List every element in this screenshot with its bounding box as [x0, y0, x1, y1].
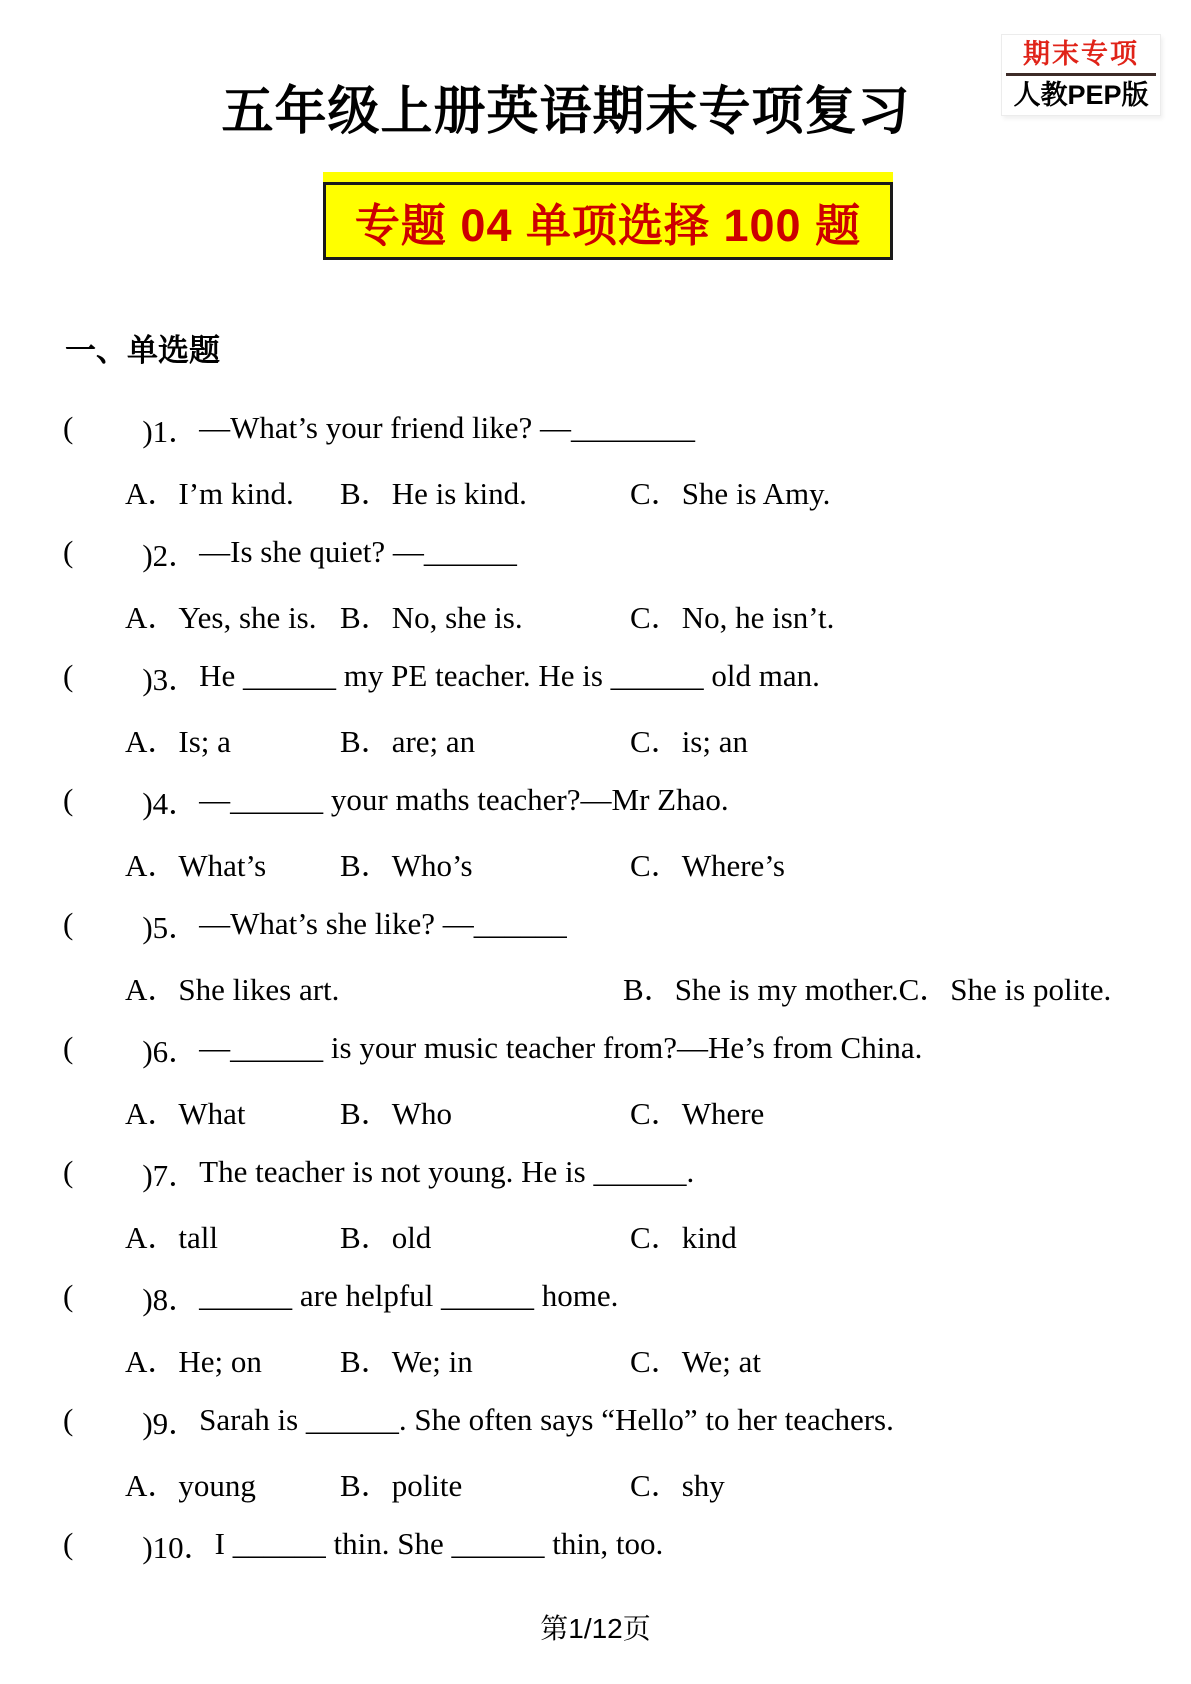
option-text: young — [178, 1467, 256, 1503]
option-label: C — [898, 971, 920, 1007]
option-a — [125, 1336, 340, 1381]
option-dot: ． — [147, 1095, 179, 1131]
option-b — [340, 468, 630, 513]
question-stem-line — [0, 521, 1191, 583]
option-text: Yes, she is. — [178, 599, 317, 635]
option-text: old — [391, 1219, 432, 1255]
page-footer: 第1/12页 — [540, 1613, 651, 1644]
option-label: A — [125, 1343, 148, 1379]
option-a — [125, 716, 340, 761]
option-text: We; at — [681, 1343, 761, 1379]
question-stem: —What’s she like? —______ — [199, 906, 567, 941]
option-label: A — [125, 475, 148, 511]
option-c — [899, 964, 1112, 1009]
answer-blank — [73, 924, 142, 925]
option-dot: ． — [643, 971, 675, 1007]
option-b — [340, 840, 630, 885]
answer-blank — [73, 1420, 142, 1421]
question-paren-open: ( — [63, 534, 74, 569]
option-text: kind — [681, 1219, 737, 1255]
option-label: A — [125, 1219, 148, 1255]
option-label: A — [125, 1095, 148, 1131]
answer-blank — [73, 1048, 142, 1049]
question-stem-line — [0, 397, 1191, 459]
question-stem: —Is she quiet? —______ — [199, 534, 517, 569]
options-row — [0, 1451, 1191, 1513]
section-heading: 一、单选题 — [65, 333, 220, 368]
question-paren-open: ( — [63, 658, 74, 693]
question-paren-open: ( — [63, 906, 74, 941]
answer-blank — [73, 1544, 142, 1545]
question-number: )9． — [142, 1405, 200, 1441]
option-text: I’m kind. — [178, 475, 294, 511]
option-c — [630, 840, 785, 885]
options-row — [0, 1079, 1191, 1141]
question-stem: —______ is your music teacher from?—He’s from China. — [199, 1030, 923, 1065]
option-dot: ． — [650, 1095, 682, 1131]
option-label: B — [340, 1219, 361, 1255]
option-c — [630, 1336, 761, 1381]
option-c — [630, 716, 748, 761]
option-text: We; in — [391, 1343, 473, 1379]
option-label: B — [340, 1095, 361, 1131]
question-paren-open: ( — [63, 1154, 74, 1189]
question-paren-open: ( — [63, 1402, 74, 1437]
question-paren-open: ( — [63, 1278, 74, 1313]
option-text: No, he isn’t. — [681, 599, 835, 635]
option-dot: ． — [147, 723, 179, 759]
subtitle-text: 专题 04 单项选择 100 题 — [323, 182, 893, 260]
option-label: A — [125, 971, 148, 1007]
option-text: What’s — [178, 847, 267, 883]
option-text: He; on — [178, 1343, 262, 1379]
badge-divider — [1006, 73, 1156, 76]
option-label: C — [630, 1095, 651, 1131]
option-label: C — [630, 599, 651, 635]
option-label: C — [630, 1343, 651, 1379]
question-number: )4． — [142, 785, 200, 821]
question-stem: —What’s your friend like? —________ — [199, 410, 696, 445]
question-number: )6． — [142, 1033, 200, 1069]
option-a — [125, 964, 623, 1009]
question-paren-open: ( — [63, 1526, 74, 1561]
option-text: Who — [391, 1095, 452, 1131]
question-stem: Sarah is ______. She often says “Hello” to her teachers. — [199, 1402, 894, 1437]
question-stem-line — [0, 1265, 1191, 1327]
option-dot: ． — [360, 475, 392, 511]
option-text: She is Amy. — [681, 475, 831, 511]
option-dot: ． — [650, 723, 682, 759]
option-c — [630, 1088, 764, 1133]
option-dot: ． — [360, 1343, 392, 1379]
option-label: B — [623, 971, 644, 1007]
option-dot: ． — [147, 971, 179, 1007]
option-dot: ． — [650, 1467, 682, 1503]
option-dot: ． — [919, 971, 951, 1007]
option-dot: ． — [650, 847, 682, 883]
option-text: No, she is. — [391, 599, 523, 635]
option-label: C — [630, 1219, 651, 1255]
question-paren-open: ( — [63, 410, 74, 445]
option-dot: ． — [147, 1219, 179, 1255]
option-dot: ． — [360, 847, 392, 883]
option-dot: ． — [147, 1343, 179, 1379]
option-text: Where — [681, 1095, 765, 1131]
option-label: A — [125, 723, 148, 759]
option-label: B — [340, 847, 361, 883]
options-row — [0, 1327, 1191, 1389]
question-number: )3． — [142, 661, 200, 697]
option-b — [623, 964, 899, 1009]
question-stem-line — [0, 1017, 1191, 1079]
option-dot: ． — [360, 1095, 392, 1131]
question-stem-line — [0, 1141, 1191, 1203]
option-dot: ． — [360, 599, 392, 635]
option-dot: ． — [650, 1219, 682, 1255]
question-stem: He ______ my PE teacher. He is ______ old man. — [199, 658, 820, 693]
option-b — [340, 1460, 630, 1505]
options-row — [0, 831, 1191, 893]
option-dot: ． — [360, 1219, 392, 1255]
option-text: What — [178, 1095, 246, 1131]
answer-blank — [73, 1172, 142, 1173]
option-text: Who’s — [391, 847, 473, 883]
option-label: B — [340, 475, 361, 511]
option-text: Is; a — [178, 723, 231, 759]
option-label: C — [630, 847, 651, 883]
option-a — [125, 1088, 340, 1133]
option-dot: ． — [650, 599, 682, 635]
options-row — [0, 1203, 1191, 1265]
option-text: He is kind. — [391, 475, 527, 511]
question-list — [0, 397, 1191, 1575]
option-dot: ． — [360, 1467, 392, 1503]
option-text: is; an — [681, 723, 748, 759]
question-number: )10． — [142, 1529, 215, 1565]
options-row — [0, 459, 1191, 521]
option-a — [125, 1212, 340, 1257]
question-number: )1． — [142, 413, 200, 449]
option-c — [630, 1212, 737, 1257]
answer-blank — [73, 552, 142, 553]
question-stem: The teacher is not young. He is ______. — [199, 1154, 695, 1189]
option-label: C — [630, 475, 651, 511]
option-label: A — [125, 847, 148, 883]
option-text: Where’s — [681, 847, 785, 883]
question-paren-open: ( — [63, 1030, 74, 1065]
option-dot: ． — [147, 1467, 179, 1503]
option-text: are; an — [391, 723, 476, 759]
option-label: B — [340, 723, 361, 759]
question-stem-line — [0, 1389, 1191, 1451]
option-label: B — [340, 599, 361, 635]
answer-blank — [73, 676, 142, 677]
question-stem: ______ are helpful ______ home. — [199, 1278, 619, 1313]
option-dot: ． — [147, 599, 179, 635]
option-c — [630, 1460, 725, 1505]
option-a — [125, 840, 340, 885]
option-label: C — [630, 1467, 651, 1503]
page-title: 五年级上册英语期末专项复习 — [221, 83, 911, 141]
answer-blank — [73, 800, 142, 801]
subtitle-banner — [323, 172, 893, 260]
question-stem-line — [0, 1513, 1191, 1575]
option-b — [340, 1336, 630, 1381]
options-row — [0, 955, 1191, 1017]
option-b — [340, 1212, 630, 1257]
option-a — [125, 468, 340, 513]
option-dot: ． — [147, 475, 179, 511]
answer-blank — [73, 428, 142, 429]
option-text: tall — [178, 1219, 218, 1255]
option-label: C — [630, 723, 651, 759]
option-text: She is my mother. — [674, 971, 899, 1007]
option-b — [340, 716, 630, 761]
option-b — [340, 592, 630, 637]
answer-blank — [73, 1296, 142, 1297]
options-row — [0, 583, 1191, 645]
option-label: B — [340, 1343, 361, 1379]
badge-bottom-label: 人教PEP版 — [1013, 80, 1149, 110]
question-stem-line — [0, 645, 1191, 707]
question-stem-line — [0, 893, 1191, 955]
option-label: A — [125, 1467, 148, 1503]
option-a — [125, 1460, 340, 1505]
question-number: )7． — [142, 1157, 200, 1193]
option-text: polite — [391, 1467, 463, 1503]
option-text: She likes art. — [178, 971, 340, 1007]
option-dot: ． — [360, 723, 392, 759]
question-number: )8． — [142, 1281, 200, 1317]
option-c — [630, 468, 830, 513]
option-dot: ． — [650, 1343, 682, 1379]
option-label: B — [340, 1467, 361, 1503]
option-text: She is polite. — [950, 971, 1112, 1007]
option-label: A — [125, 599, 148, 635]
option-c — [630, 592, 834, 637]
question-number: )2． — [142, 537, 200, 573]
question-stem-line — [0, 769, 1191, 831]
option-dot: ． — [650, 475, 682, 511]
option-b — [340, 1088, 630, 1133]
question-paren-open: ( — [63, 782, 74, 817]
option-text: shy — [681, 1467, 725, 1503]
question-stem: I ______ thin. She ______ thin, too. — [214, 1526, 664, 1561]
question-number: )5． — [142, 909, 200, 945]
badge-top-label: 期末专项 — [1023, 39, 1139, 69]
option-a — [125, 592, 340, 637]
question-stem: —______ your maths teacher?—Mr Zhao. — [199, 782, 729, 817]
subtitle-highlight-strip — [323, 172, 893, 182]
options-row — [0, 707, 1191, 769]
option-dot: ． — [147, 847, 179, 883]
